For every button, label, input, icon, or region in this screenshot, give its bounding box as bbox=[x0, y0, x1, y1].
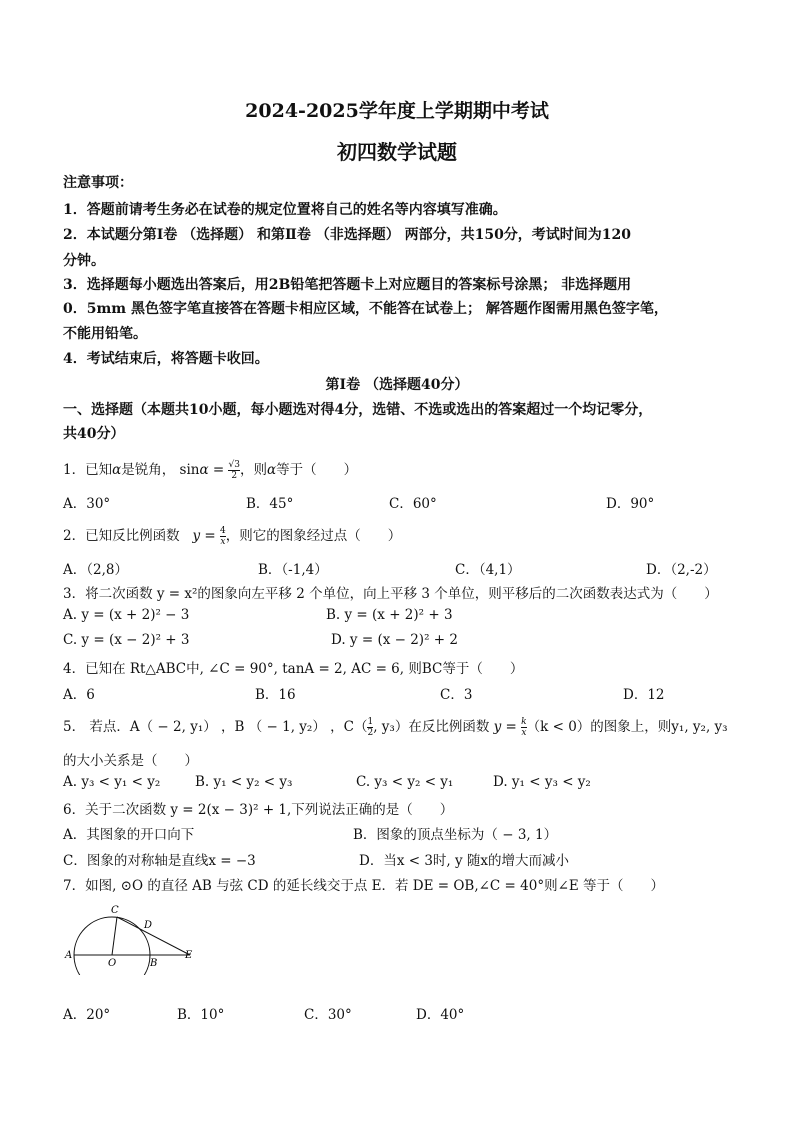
notice-item: 0．5mm 黑色签字笔直接答在答题卡相应区域，不能答在试卷上； 解答题作图需用黑色签字笔， bbox=[63, 301, 668, 317]
fig-label-b: B bbox=[150, 958, 158, 969]
fig-label-d: D bbox=[144, 920, 153, 931]
q3-option-d: D. y = (x − 2)² + 2 bbox=[331, 632, 458, 648]
q1-option-b: B．45° bbox=[246, 496, 294, 512]
section-instructions: 一、选择题（本题共10小题，每小题选对得4分，选错、不选或选出的答案超过一个均记零分， bbox=[63, 402, 653, 418]
q1-option-d: D．90° bbox=[606, 496, 655, 512]
q4-option-c: C．3 bbox=[440, 687, 473, 703]
question-5-stem-line2: 的大小关系是（ ） bbox=[63, 753, 198, 769]
notice-item: 4．考试结束后，将答题卡收回。 bbox=[63, 351, 269, 367]
notice-item: 不能用铅笔。 bbox=[63, 326, 147, 342]
q2-option-d: D．（2,-2） bbox=[646, 562, 717, 578]
question-3-stem: 3．将二次函数 y = x²的图象向左平移 2 个单位，向上平移 3 个单位，则平移后的二次函数表达式为（ ） bbox=[63, 586, 718, 602]
notice-heading: 注意事项： bbox=[63, 175, 133, 191]
question-2-stem: 2．已知反比例函数 y = $\frac{4}{x}$ ，则它的图象经过点（ ） bbox=[63, 526, 402, 547]
q6-option-b: B．图象的顶点坐标为（ − 3, 1） bbox=[353, 827, 558, 843]
q6-option-d: D．当x < 3时, y 随x的增大而减小 bbox=[359, 853, 570, 869]
fig-label-o: O bbox=[108, 958, 117, 969]
q6-option-c: C．图象的对称轴是直线x = −3 bbox=[63, 853, 256, 869]
q2-option-b: B．（-1,4） bbox=[258, 562, 328, 578]
question-4-stem: 4．已知在 Rt△ABC中, ∠C = 90°, tanA = 2, AC = 6, 则BC等于（ ） bbox=[63, 661, 524, 677]
question-1-stem: 1．已知α是锐角， sinα = $\frac{√3}{2}$ ，则α等于（ ） bbox=[63, 460, 358, 481]
q3-option-a: A. y = (x + 2)² − 3 bbox=[63, 607, 190, 623]
q7-option-d: D．40° bbox=[416, 1007, 465, 1023]
q5-option-b: B. y₁ < y₂ < y₃ bbox=[195, 774, 293, 790]
q4-option-a: A．6 bbox=[63, 687, 95, 703]
section-title: 第Ⅰ卷 （选择题40分） bbox=[325, 377, 469, 393]
q5-option-d: D. y₁ < y₃ < y₂ bbox=[493, 774, 591, 790]
q5-option-a: A. y₃ < y₁ < y₂ bbox=[63, 774, 161, 790]
q2-option-a: A．（2,8） bbox=[63, 562, 128, 578]
q6-option-a: A．其图象的开口向下 bbox=[63, 827, 195, 843]
q4-option-d: D．12 bbox=[623, 687, 665, 703]
notice-item: 3．选择题每小题选出答案后，用2B铅笔把答题卡上对应题目的答案标号涂黑； 非选择题用 bbox=[63, 277, 632, 293]
q3-option-b: B. y = (x + 2)² + 3 bbox=[326, 607, 453, 623]
notice-item: 分钟。 bbox=[63, 253, 105, 269]
section-instructions: 共40分） bbox=[63, 426, 125, 442]
q3-option-c: C. y = (x − 2)² + 3 bbox=[63, 632, 190, 648]
notice-item: 1．答题前请考生务必在试卷的规定位置将自己的姓名等内容填写准确。 bbox=[63, 202, 507, 218]
fig-label-c: C bbox=[111, 905, 119, 916]
exam-title: 2024-2025学年度上学期期中考试 bbox=[245, 100, 549, 122]
q1-option-a: A．30° bbox=[63, 496, 111, 512]
q4-option-b: B．16 bbox=[255, 687, 296, 703]
question-7-stem: 7．如图, ⊙O 的直径 AB 与弦 CD 的延长线交于点 E．若 DE = OB,∠C = 40°则∠E 等于（ ） bbox=[63, 878, 665, 894]
question-5-stem: 5． 若点．A（ − 2, y₁） ，B （ − 1, y₂） ，C（ $\frac{1}{2}$ , y₃）在反比例函数 y = $\frac{k}{x}$ （k < 0）的图象上，则y₁, y₂, y₃ bbox=[63, 717, 728, 738]
q7-circle-figure bbox=[60, 900, 210, 975]
exam-subtitle: 初四数学试题 bbox=[337, 140, 457, 164]
notice-item: 2．本试题分第Ⅰ卷 （选择题） 和第Ⅱ卷 （非选择题） 两部分，共150分，考试时间为120 bbox=[63, 227, 632, 243]
q7-option-b: B．10° bbox=[177, 1007, 225, 1023]
q7-option-c: C．30° bbox=[304, 1007, 352, 1023]
q2-option-c: C．（4,1） bbox=[455, 562, 521, 578]
fig-label-a: A bbox=[65, 950, 73, 961]
q5-option-c: C. y₃ < y₂ < y₁ bbox=[356, 774, 454, 790]
fig-label-e: E bbox=[185, 950, 193, 961]
q7-option-a: A．20° bbox=[63, 1007, 111, 1023]
question-6-stem: 6．关于二次函数 y = 2(x − 3)² + 1,下列说法正确的是（ ） bbox=[63, 802, 454, 818]
q1-option-c: C．60° bbox=[389, 496, 437, 512]
